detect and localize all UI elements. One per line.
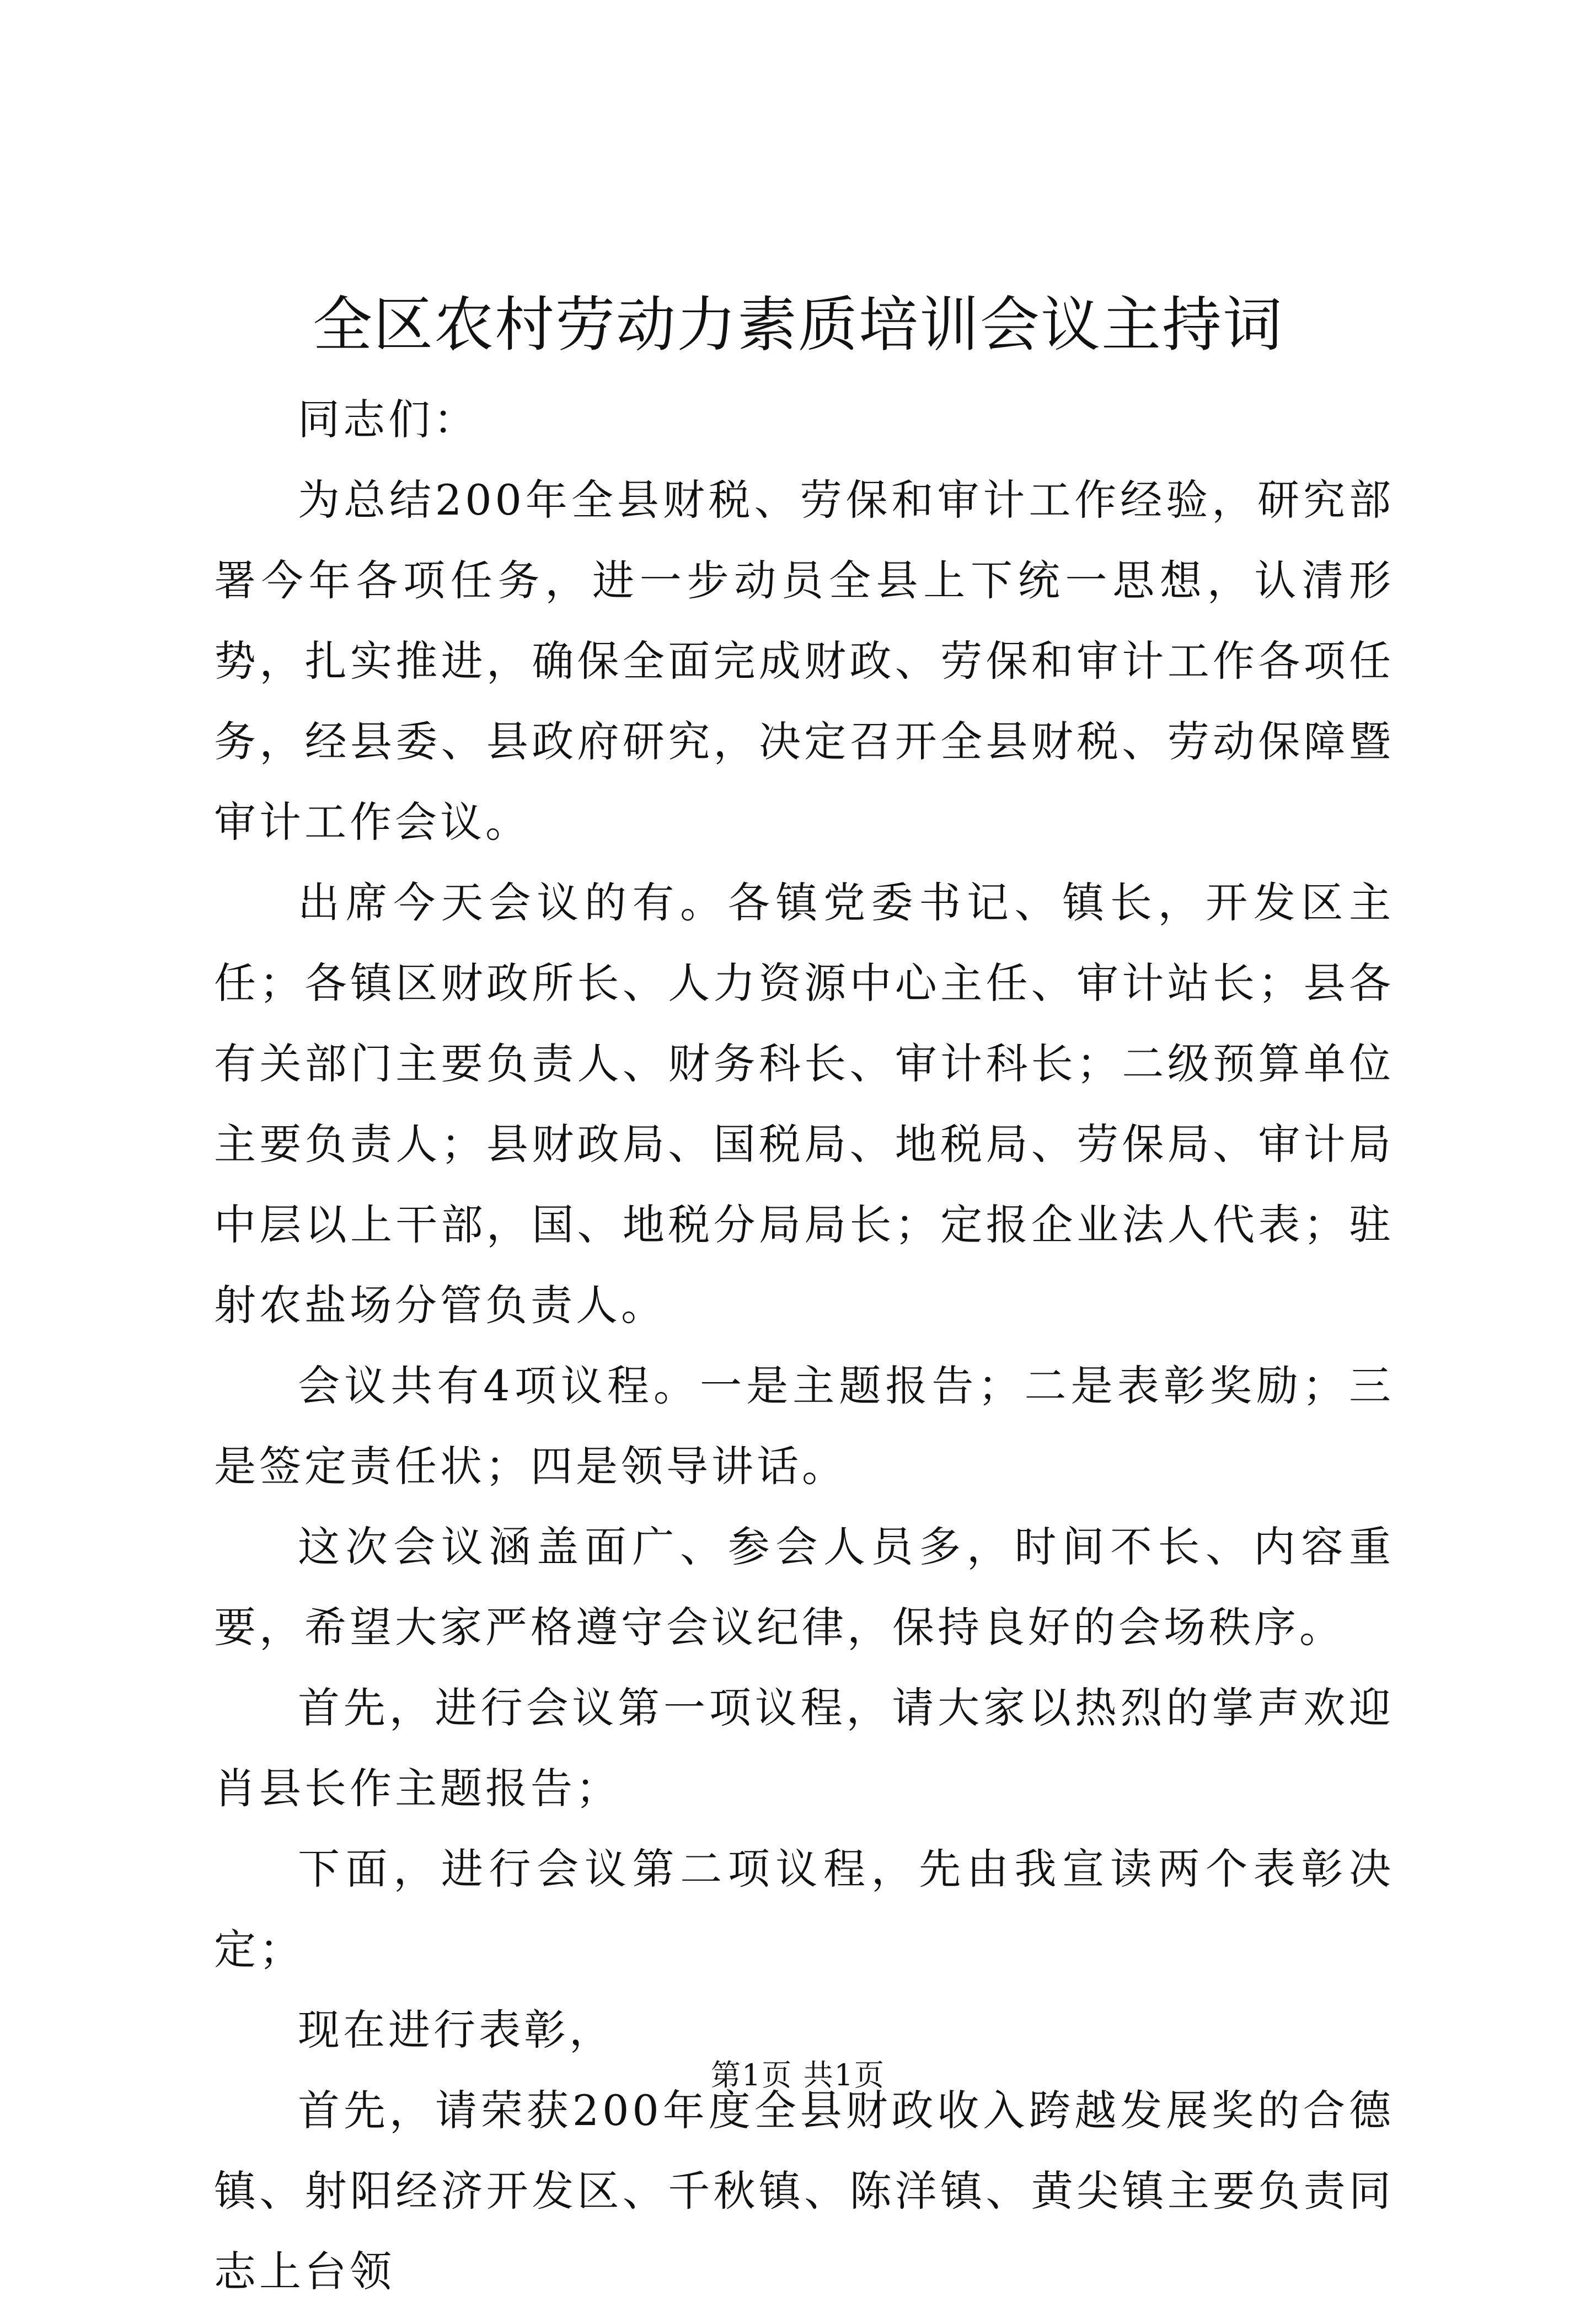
document-title: 全区农村劳动力素质培训会议主持词 [312,291,1283,360]
paragraph-attendees: 出席今天会议的有。各镇党委书记、镇长，开发区主任；各镇区财政所长、人力资源中心主任、审计站长；县各有关部门主要负责人、财务科长、审计科长；二级预算单位主要负责人；县财政局、国税局、地税局、劳保局、审计局中层以上干部，国、地税分局局长；定报企业法人代表；驻射农盐场分管负责人。 [214,878,1394,1330]
paragraph-first-item: 首先，进行会议第一项议程，请大家以热烈的掌声欢迎肖县长作主题报告； [214,1683,1394,1813]
paragraph-commendation: 现在进行表彰， [298,2005,614,2054]
paragraph-discipline: 这次会议涵盖面广、参会人员多，时间不长、内容重要，希望大家严格遵守会议纪律，保持良好的会场秩序。 [214,1522,1394,1652]
paragraph-agenda: 会议共有4项议程。一是主题报告；二是表彰奖励；三是签定责任状；四是领导讲话。 [214,1361,1394,1491]
paragraph-salutation: 同志们： [298,395,479,444]
paragraph-second-item: 下面，进行会议第二项议程，先由我宣读两个表彰决定； [214,1844,1394,1974]
paragraph-purpose: 为总结200年全县财税、劳保和审计工作经验，研究部署今年各项任务，进一步动员全县上下统一思想，认清形势，扎实推进，确保全面完成财政、劳保和审计工作各项任务，经县委、县政府研究，决定召开全县财税、劳动保障暨审计工作会议。 [214,475,1394,847]
paragraph-award: 首先，请荣获200年度全县财政收入跨越发展奖的合德镇、射阳经济开发区、千秋镇、陈洋镇、黄尖镇主要负责同志上台领 [214,2086,1394,2296]
page-footer: 第1页 共1页 [711,2058,885,2092]
document-body [214,379,1394,2312]
